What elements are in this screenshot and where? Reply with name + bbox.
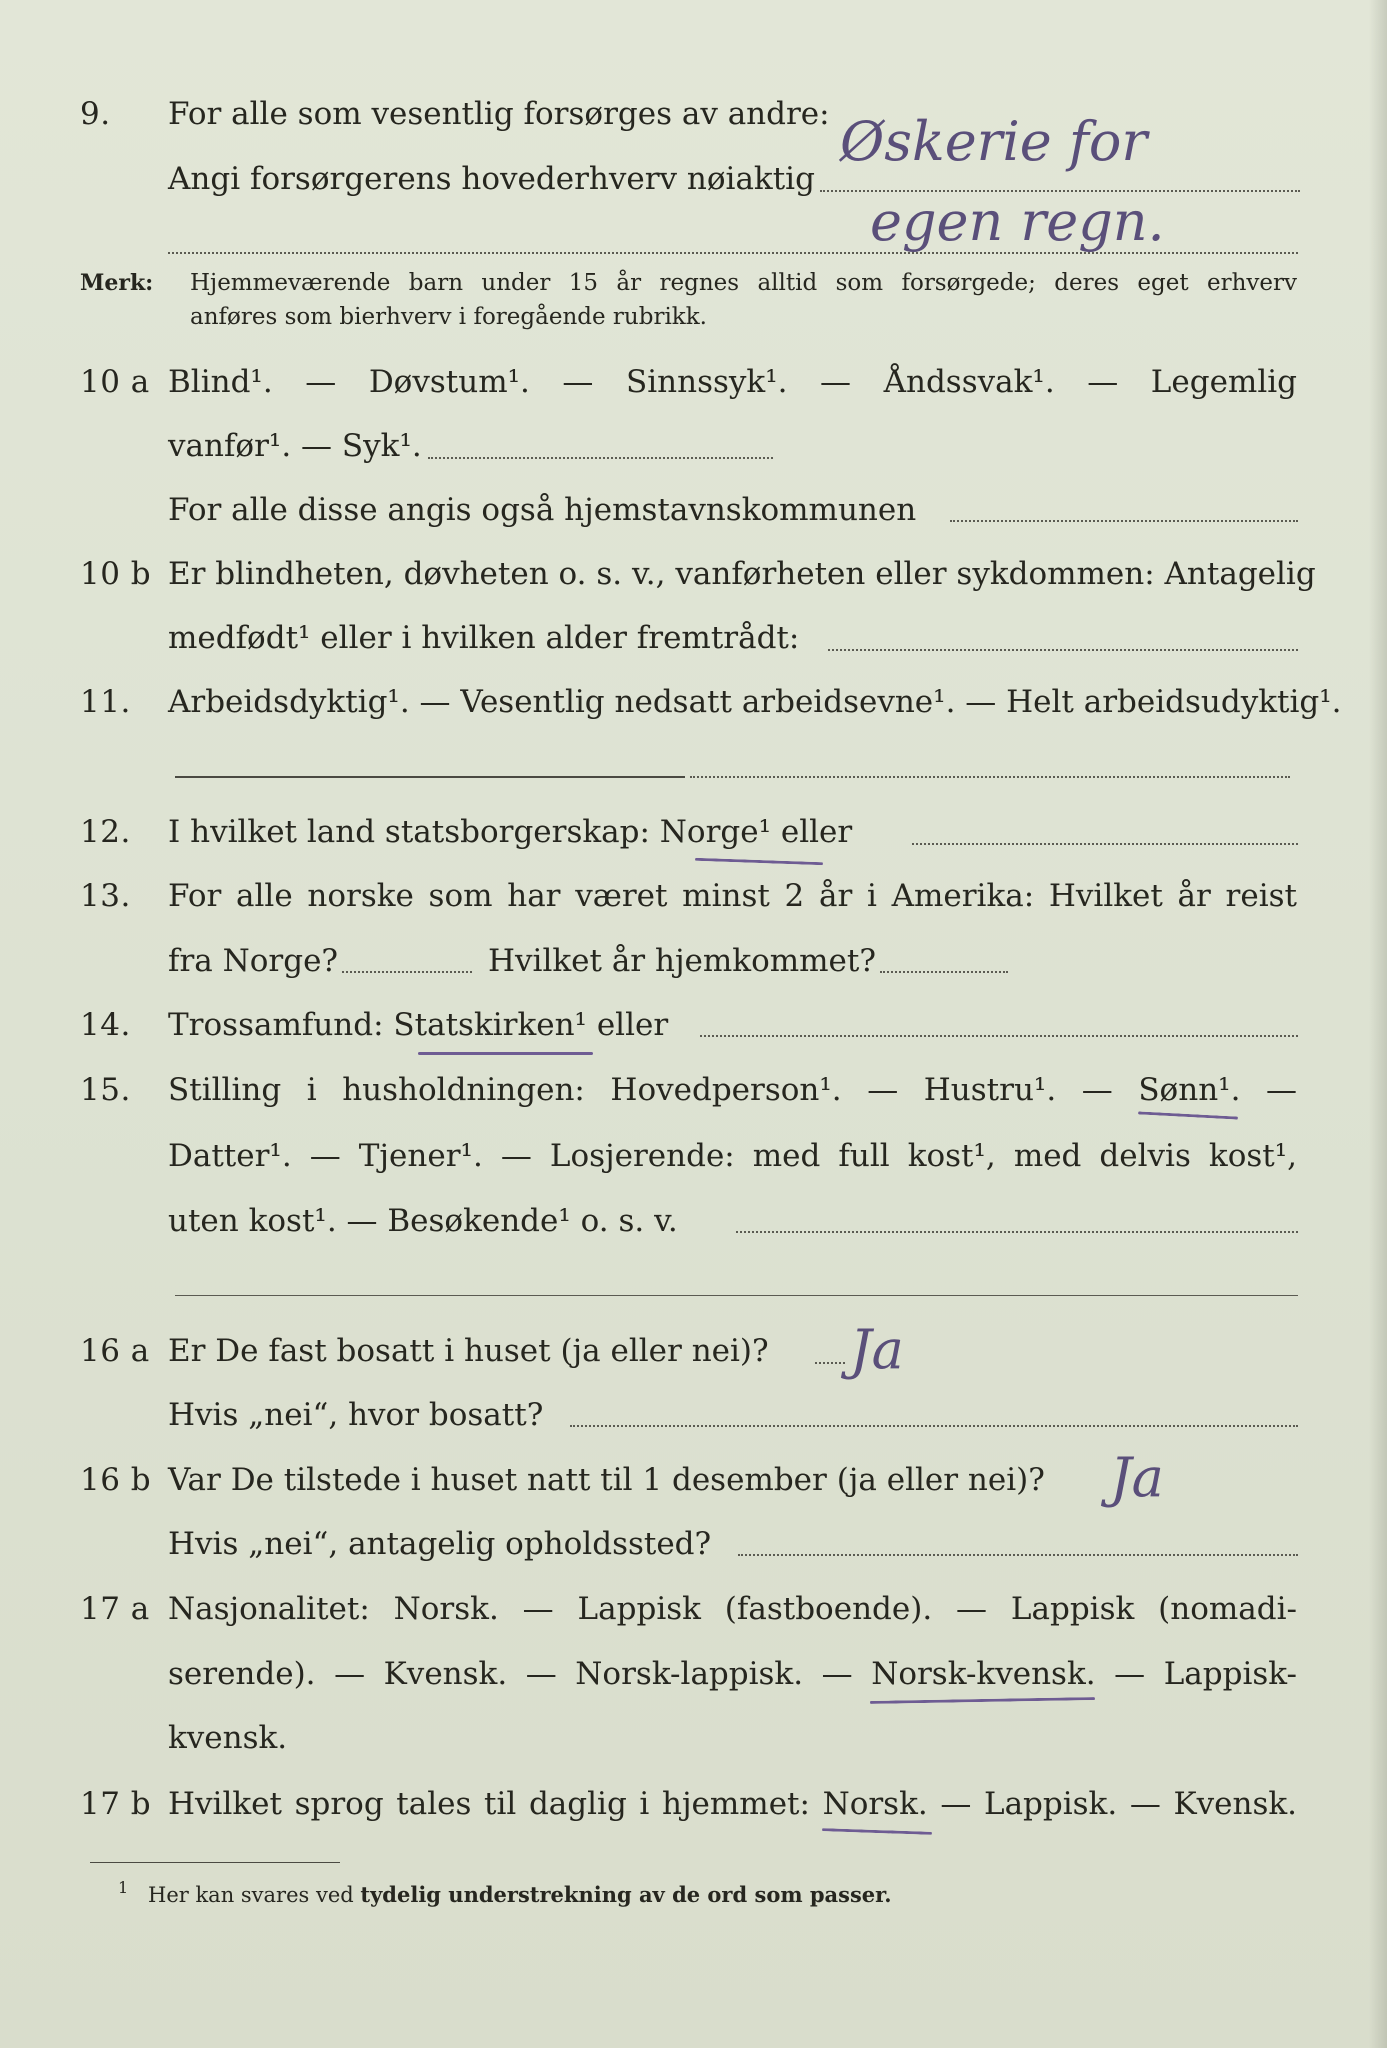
q16a-row-2 <box>0 1389 1387 1441</box>
q13-fill-hjemkommet <box>880 971 1008 973</box>
footnote-rule <box>90 1862 340 1863</box>
q17a-row-2 <box>0 1648 1387 1700</box>
q13-fill-reist <box>342 971 472 973</box>
footnote-text-plain: Her kan svares ved <box>148 1883 354 1907</box>
q16b-line-2: Hvis „nei“, antagelig opholdssted? <box>168 1526 712 1562</box>
q15-row-3 <box>0 1195 1387 1247</box>
q16b-row-2 <box>0 1518 1387 1570</box>
footnote-mark: 1 <box>118 1878 129 1897</box>
q11-separator-left <box>175 776 685 778</box>
q17a-number: 17 a <box>80 1591 150 1627</box>
q10a-row-2 <box>0 420 1387 472</box>
q16a-row-1 <box>0 1325 1387 1377</box>
q17b-row-1 <box>0 1778 1387 1830</box>
q13-row-2 <box>0 935 1387 987</box>
q10a-line-2: vanfør¹. — Syk¹. <box>168 428 422 464</box>
q17a-line-1: Nasjonalitet: Norsk. — Lappisk (fastboende). — Lappisk (nomadi- <box>168 1591 1297 1627</box>
q10a-row-3 <box>0 484 1387 536</box>
q15-row-2 <box>0 1130 1387 1182</box>
q16a-fill-line-2 <box>570 1425 1298 1427</box>
q14-line-1: Trossamfund: Statskirken¹ eller <box>168 1007 669 1043</box>
q13-number: 13. <box>80 878 131 914</box>
q9-number: 9. <box>80 96 111 132</box>
q17a-line-2: serende). — Kvensk. — Norsk-lappisk. — Norsk-kvensk. — Lappisk- <box>168 1656 1297 1692</box>
q15-number: 15. <box>80 1072 131 1108</box>
q12-row-1 <box>0 806 1387 858</box>
footnote-text <box>148 1880 892 1910</box>
q10a-fill-line-2 <box>950 520 1298 522</box>
q10b-number: 10 b <box>80 556 152 592</box>
q16b-row-1 <box>0 1454 1387 1506</box>
q10b-line-2: medfødt¹ eller i hvilken alder fremtrådt: <box>168 620 800 656</box>
q16b-number: 16 b <box>80 1462 152 1498</box>
footnote-text-bold: tydelig understrekning av de ord som passer. <box>360 1882 892 1907</box>
q16a-line-1: Er De fast bosatt i huset (ja eller nei)? <box>168 1333 769 1369</box>
q14-row-1 <box>0 999 1387 1051</box>
q13-line-2a: fra Norge? <box>168 943 339 979</box>
q15-row-1 <box>0 1064 1387 1116</box>
q9-row-1 <box>0 88 1387 140</box>
q14-number: 14. <box>80 1007 131 1043</box>
q12-line-1: I hvilket land statsborgerskap: Norge¹ eller <box>168 814 853 850</box>
q9-handwritten-answer-2: egen regn. <box>870 190 1165 253</box>
q14-fill-line <box>700 1035 1298 1037</box>
q13-row-1 <box>0 870 1387 922</box>
q16a-handwritten-answer: Ja <box>850 1318 904 1381</box>
q12-number: 12. <box>80 814 131 850</box>
q16b-line-1: Var De tilstede i huset natt til 1 desember (ja eller nei)? <box>168 1462 1045 1498</box>
q10b-row-1 <box>0 548 1387 600</box>
q10a-fill-line-1 <box>428 457 773 459</box>
q17a-line-3: kvensk. <box>168 1720 288 1756</box>
q12-fill-line <box>912 843 1298 845</box>
q9-row-2 <box>0 153 1387 205</box>
q10a-line-1: Blind¹. — Døvstum¹. — Sinnssyk¹. — Åndssvak¹. — Legemlig <box>168 364 1297 400</box>
q11-separator-right <box>690 776 1290 778</box>
q10b-fill-line <box>828 649 1298 651</box>
q15-line-2: Datter¹. — Tjener¹. — Losjerende: med full kost¹, med delvis kost¹, <box>168 1138 1297 1174</box>
merk-line-2: anføres som bierhverv i foregående rubrikk. <box>190 304 707 330</box>
q9-line-1: For alle som vesentlig forsørges av andre: <box>168 96 830 132</box>
q9-handwritten-answer-1: Øskerie for <box>840 110 1148 173</box>
q9-line-2: Angi forsørgerens hovederhverv nøiaktig <box>168 161 815 197</box>
q16a-number: 16 a <box>80 1333 150 1369</box>
q13-line-1: For alle norske som har været minst 2 år i Amerika: Hvilket år reist <box>168 878 1297 914</box>
q16a-line-2: Hvis „nei“, hvor bosatt? <box>168 1397 544 1433</box>
q17b-number: 17 b <box>80 1786 152 1822</box>
q10b-line-1: Er blindheten, døvheten o. s. v., vanførheten eller sykdommen: Antagelig <box>168 556 1316 592</box>
q11-number: 11. <box>80 684 131 720</box>
q15-fill-line <box>736 1231 1298 1233</box>
q10a-number: 10 a <box>80 364 150 400</box>
q11-row-1 <box>0 676 1387 728</box>
q17b-line-1: Hvilket sprog tales til daglig i hjemmet: Norsk. — Lappisk. — Kvensk. <box>168 1786 1297 1822</box>
q13-line-2b: Hvilket år hjemkommet? <box>488 943 876 979</box>
q10a-row-1 <box>0 356 1387 408</box>
q16b-handwritten-answer: Ja <box>1110 1446 1164 1509</box>
q12-underline-norge <box>695 858 823 865</box>
merk-line-1: Hjemmeværende barn under 15 år regnes alltid som forsørgede; deres eget erhverv <box>190 270 1297 296</box>
q14-underline-statskirken <box>418 1052 593 1055</box>
merk-label: Merk: <box>80 270 154 296</box>
q15-separator <box>175 1295 1298 1296</box>
q10a-line-3: For alle disse angis også hjemstavnskommunen <box>168 492 917 528</box>
q16a-fill-line <box>815 1362 845 1364</box>
q15-line-1: Stilling i husholdningen: Hovedperson¹. — Hustru¹. — Sønn¹. — <box>168 1072 1297 1108</box>
q16b-fill-line <box>738 1554 1298 1556</box>
q10b-row-2 <box>0 612 1387 664</box>
q17a-row-1 <box>0 1583 1387 1635</box>
q11-line-1: Arbeidsdyktig¹. — Vesentlig nedsatt arbeidsevne¹. — Helt arbeidsudyktig¹. <box>168 684 1342 720</box>
q17a-row-3 <box>0 1712 1387 1764</box>
q15-line-3: uten kost¹. — Besøkende¹ o. s. v. <box>168 1203 678 1239</box>
